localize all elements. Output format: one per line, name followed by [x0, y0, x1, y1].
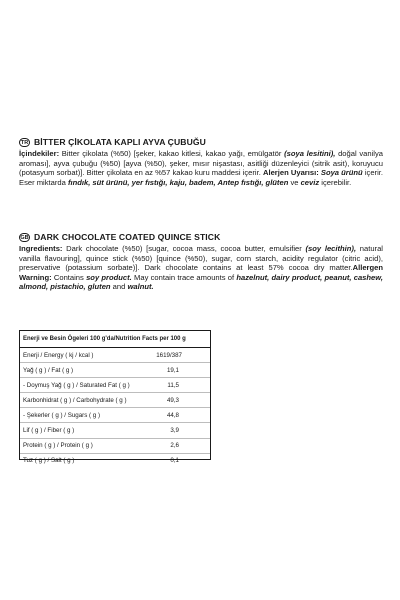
- emulsifier-text: (soy lecithin),: [305, 244, 357, 253]
- table-row: [20, 408, 210, 423]
- row-value: 0,1: [170, 457, 179, 465]
- english-section: [19, 232, 383, 292]
- row-label: - Doymuş Yağ ( g ) / Saturated Fat ( g ): [23, 381, 130, 389]
- ingredients-label: Ingredients:: [19, 244, 63, 253]
- allergy-traces: fındık, süt ürünü, yer fıstığı, kaju, badem, Antep fıstığı, glüten: [67, 177, 289, 187]
- row-label: Yağ ( g ) / Fat ( g ): [23, 366, 74, 374]
- tr-flag-badge: TR: [20, 139, 29, 146]
- ingredients-text-part: natural vanilla flavouring], quince stick (%50) [quince (%50), sugar, corn starch, acidity regulator (citric acid), preservative (potassium sorbate)]. Dark chocolate contains at least 57% cocoa dry matter.: [19, 244, 383, 273]
- allergy-walnut: ceviz: [300, 177, 320, 187]
- table-row: [20, 378, 210, 393]
- row-label: Enerji / Energy ( kj / kcal ): [23, 351, 94, 359]
- row-value: 3,9: [170, 427, 179, 435]
- allergy-text-part: Contains: [51, 272, 87, 282]
- row-label: Tuz ( g ) / Salt ( g ): [23, 457, 75, 465]
- turkish-title: BİTTER ÇİKOLATA KAPLI AYVA ÇUBUĞU: [34, 137, 206, 147]
- ingredients-label: İçindekiler:: [19, 149, 60, 158]
- table-row: [20, 363, 210, 378]
- ingredients-text-part: Bitter çikolata (%50) [şeker, kakao kitlesi, kakao yağı, emülgatör: [59, 149, 285, 158]
- english-heading: [19, 232, 383, 242]
- table-row: [20, 393, 210, 408]
- allergy-text-part: May contain trace amounts of: [131, 272, 237, 282]
- row-label: - Şekerler ( g ) / Sugars ( g ): [23, 411, 101, 419]
- turkish-ingredients-text: [19, 149, 383, 187]
- row-label: Protein ( g ) / Protein ( g ): [23, 442, 93, 450]
- table-row: [20, 423, 210, 438]
- turkish-heading: [19, 137, 383, 147]
- turkish-section: [19, 137, 383, 187]
- gb-flag-badge: GB: [20, 234, 29, 241]
- nutrition-table: [19, 330, 211, 465]
- row-value: 19,1: [166, 366, 179, 374]
- allergy-soy: Soya ürünü: [320, 168, 363, 178]
- row-value: 44,8: [166, 411, 179, 419]
- row-value: 2,6: [170, 442, 179, 450]
- english-ingredients-text: [19, 244, 383, 292]
- table-row: [20, 439, 210, 454]
- nutrition-header: Enerji ve Besin Ögeleri 100 g'da/Nutrition Facts per 100 g: [20, 331, 210, 348]
- emulsifier-text: (soya lesitini),: [284, 149, 336, 158]
- allergy-soy: soy product.: [86, 272, 132, 282]
- allergy-label: Allergen Warning:: [19, 263, 383, 282]
- english-title: DARK CHOCOLATE COATED QUINCE STICK: [34, 232, 221, 242]
- allergy-label: Alerjen Uyarısı:: [262, 168, 319, 178]
- ingredients-text-part: doğal vanilya aroması], ayva çubuğu (%50) [ayva (%50), şeker, mısır nişastası, asitliği düzenleyici (sitrik asit), koruyucu (potasyum sorbat)]. Bitter çikolata en az %57 kakao kuru maddesi içerir.: [19, 149, 383, 178]
- row-value: 11,5: [167, 381, 179, 389]
- allergy-text-part: ve: [288, 177, 301, 187]
- table-row: [20, 454, 210, 468]
- row-value: 1619/387: [156, 351, 182, 359]
- row-value: 49,3: [166, 396, 179, 404]
- allergy-text-part: and: [110, 282, 128, 292]
- allergy-text-part: içerebilir.: [319, 177, 352, 187]
- table-row: [20, 348, 210, 363]
- row-label: Karbonhidrat ( g ) / Carbohydrate ( g ): [23, 396, 127, 404]
- row-label: Lif ( g ) / Fiber ( g ): [23, 427, 75, 435]
- allergy-traces: hazelnut, dairy product, peanut, cashew, almond, pistachio, gluten: [19, 272, 383, 292]
- allergy-walnut: walnut.: [127, 282, 154, 292]
- ingredients-text-part: Dark chocolate (%50) [sugar, cocoa mass, cocoa butter, emulsifier: [62, 244, 306, 253]
- allergy-text-part: içerir. Eser miktarda: [19, 168, 383, 187]
